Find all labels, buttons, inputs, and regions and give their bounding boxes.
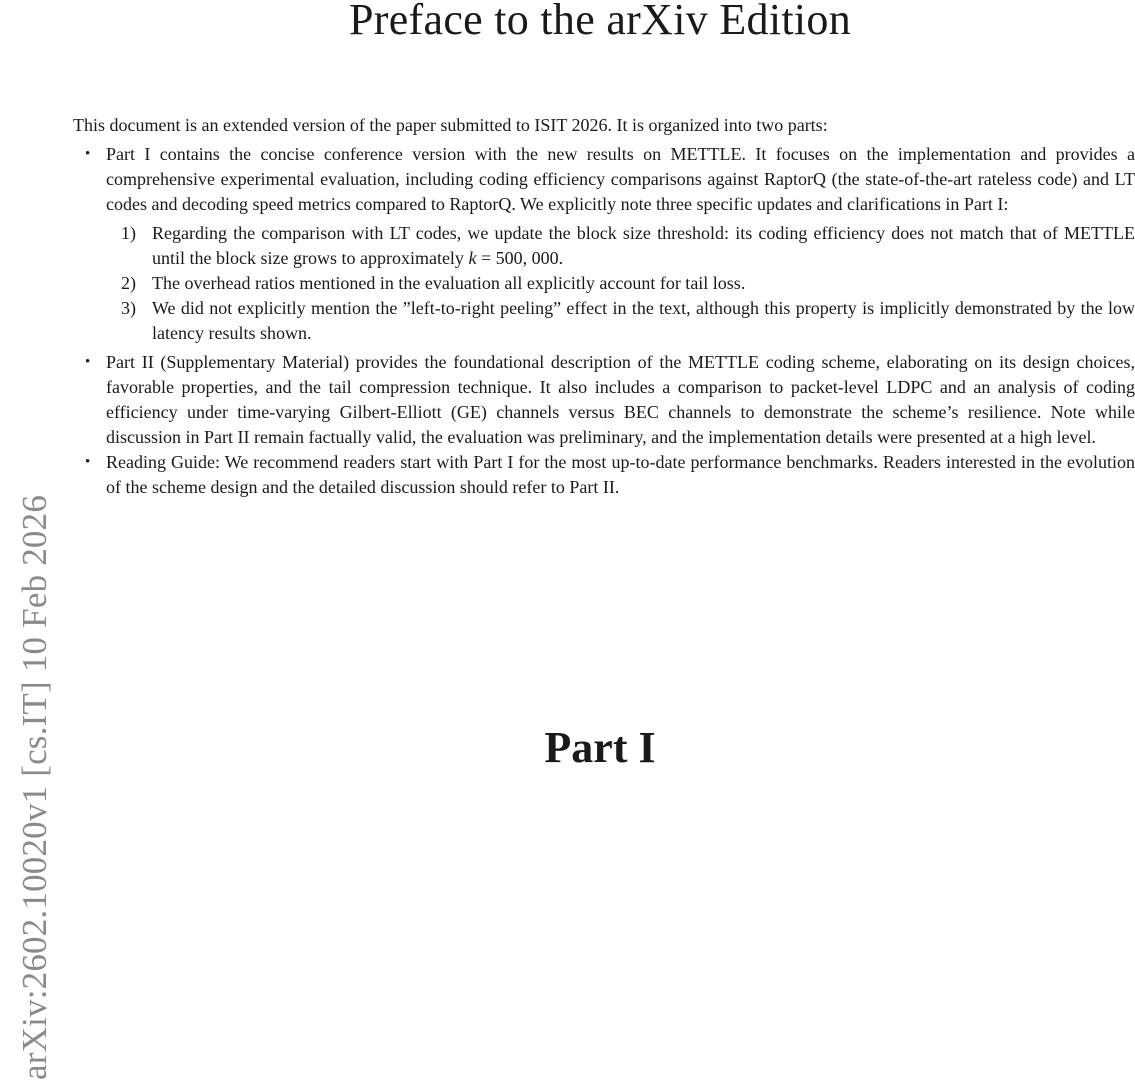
bullet-text: Reading Guide: We recommend readers start with Part I for the most up-to-date performance benchmarks. Readers interested in the evolution of the scheme design and the detailed discussion should refer to Part II. xyxy=(106,452,1135,497)
numbered-item xyxy=(121,221,1135,271)
bullet-text: Part II (Supplementary Material) provides the foundational description of the METTLE coding scheme, elaborating on its design choices, favorable properties, and the tail compression technique. It also includes a comparison to packet-level LDPC and an analysis of coding efficiency under time-varying Gilbert-Elliott (GE) channels versus BEC channels to demonstrate the scheme’s resilience. Note while discussion in Part II remain factually valid, the evaluation was preliminary, and the implementation details were presented at a high level. xyxy=(106,352,1135,447)
bullet-text: Part I contains the concise conference version with the new results on METTLE. It focuses on the implementation and provides a comprehensive experimental evaluation, including coding efficiency comparisons against RaptorQ (the state-of-the-art rateless code) and LT codes and decoding speed metrics compared to RaptorQ. We explicitly note three specific updates and clarifications in Part I: xyxy=(106,144,1135,214)
numbered-item xyxy=(121,271,1135,296)
item-text: Regarding the comparison with LT codes, we update the block size threshold: its coding efficiency does not match that of METTLE until the block size grows to approximately xyxy=(152,223,1135,268)
bullet-list xyxy=(73,142,1135,500)
item-number: 2) xyxy=(121,273,136,293)
numbered-list xyxy=(106,221,1135,346)
part-heading: Part I xyxy=(544,723,656,772)
numbered-item xyxy=(121,296,1135,346)
preface-body xyxy=(73,113,1135,500)
bullet-item-part-one xyxy=(106,142,1135,346)
item-text: The overhead ratios mentioned in the evaluation all explicitly account for tail loss. xyxy=(152,273,746,293)
bullet-item-part-two xyxy=(106,350,1135,450)
bullet-item-reading-guide xyxy=(106,450,1135,500)
arxiv-identifier-stamp: arXiv:2602.10020v1 [cs.IT] 10 Feb 2026 xyxy=(15,494,54,1080)
item-text-end: = 500, 000. xyxy=(476,248,564,268)
math-variable: k xyxy=(468,248,477,268)
item-number: 1) xyxy=(121,223,136,243)
item-number: 3) xyxy=(121,298,136,318)
intro-paragraph: This document is an extended version of the paper submitted to ISIT 2026. It is organized into two parts: xyxy=(73,115,828,135)
item-text: We did not explicitly mention the ”left-to-right peeling” effect in the text, although this property is implicitly demonstrated by the low latency results shown. xyxy=(152,298,1135,343)
page-title: Preface to the arXiv Edition xyxy=(348,0,851,44)
